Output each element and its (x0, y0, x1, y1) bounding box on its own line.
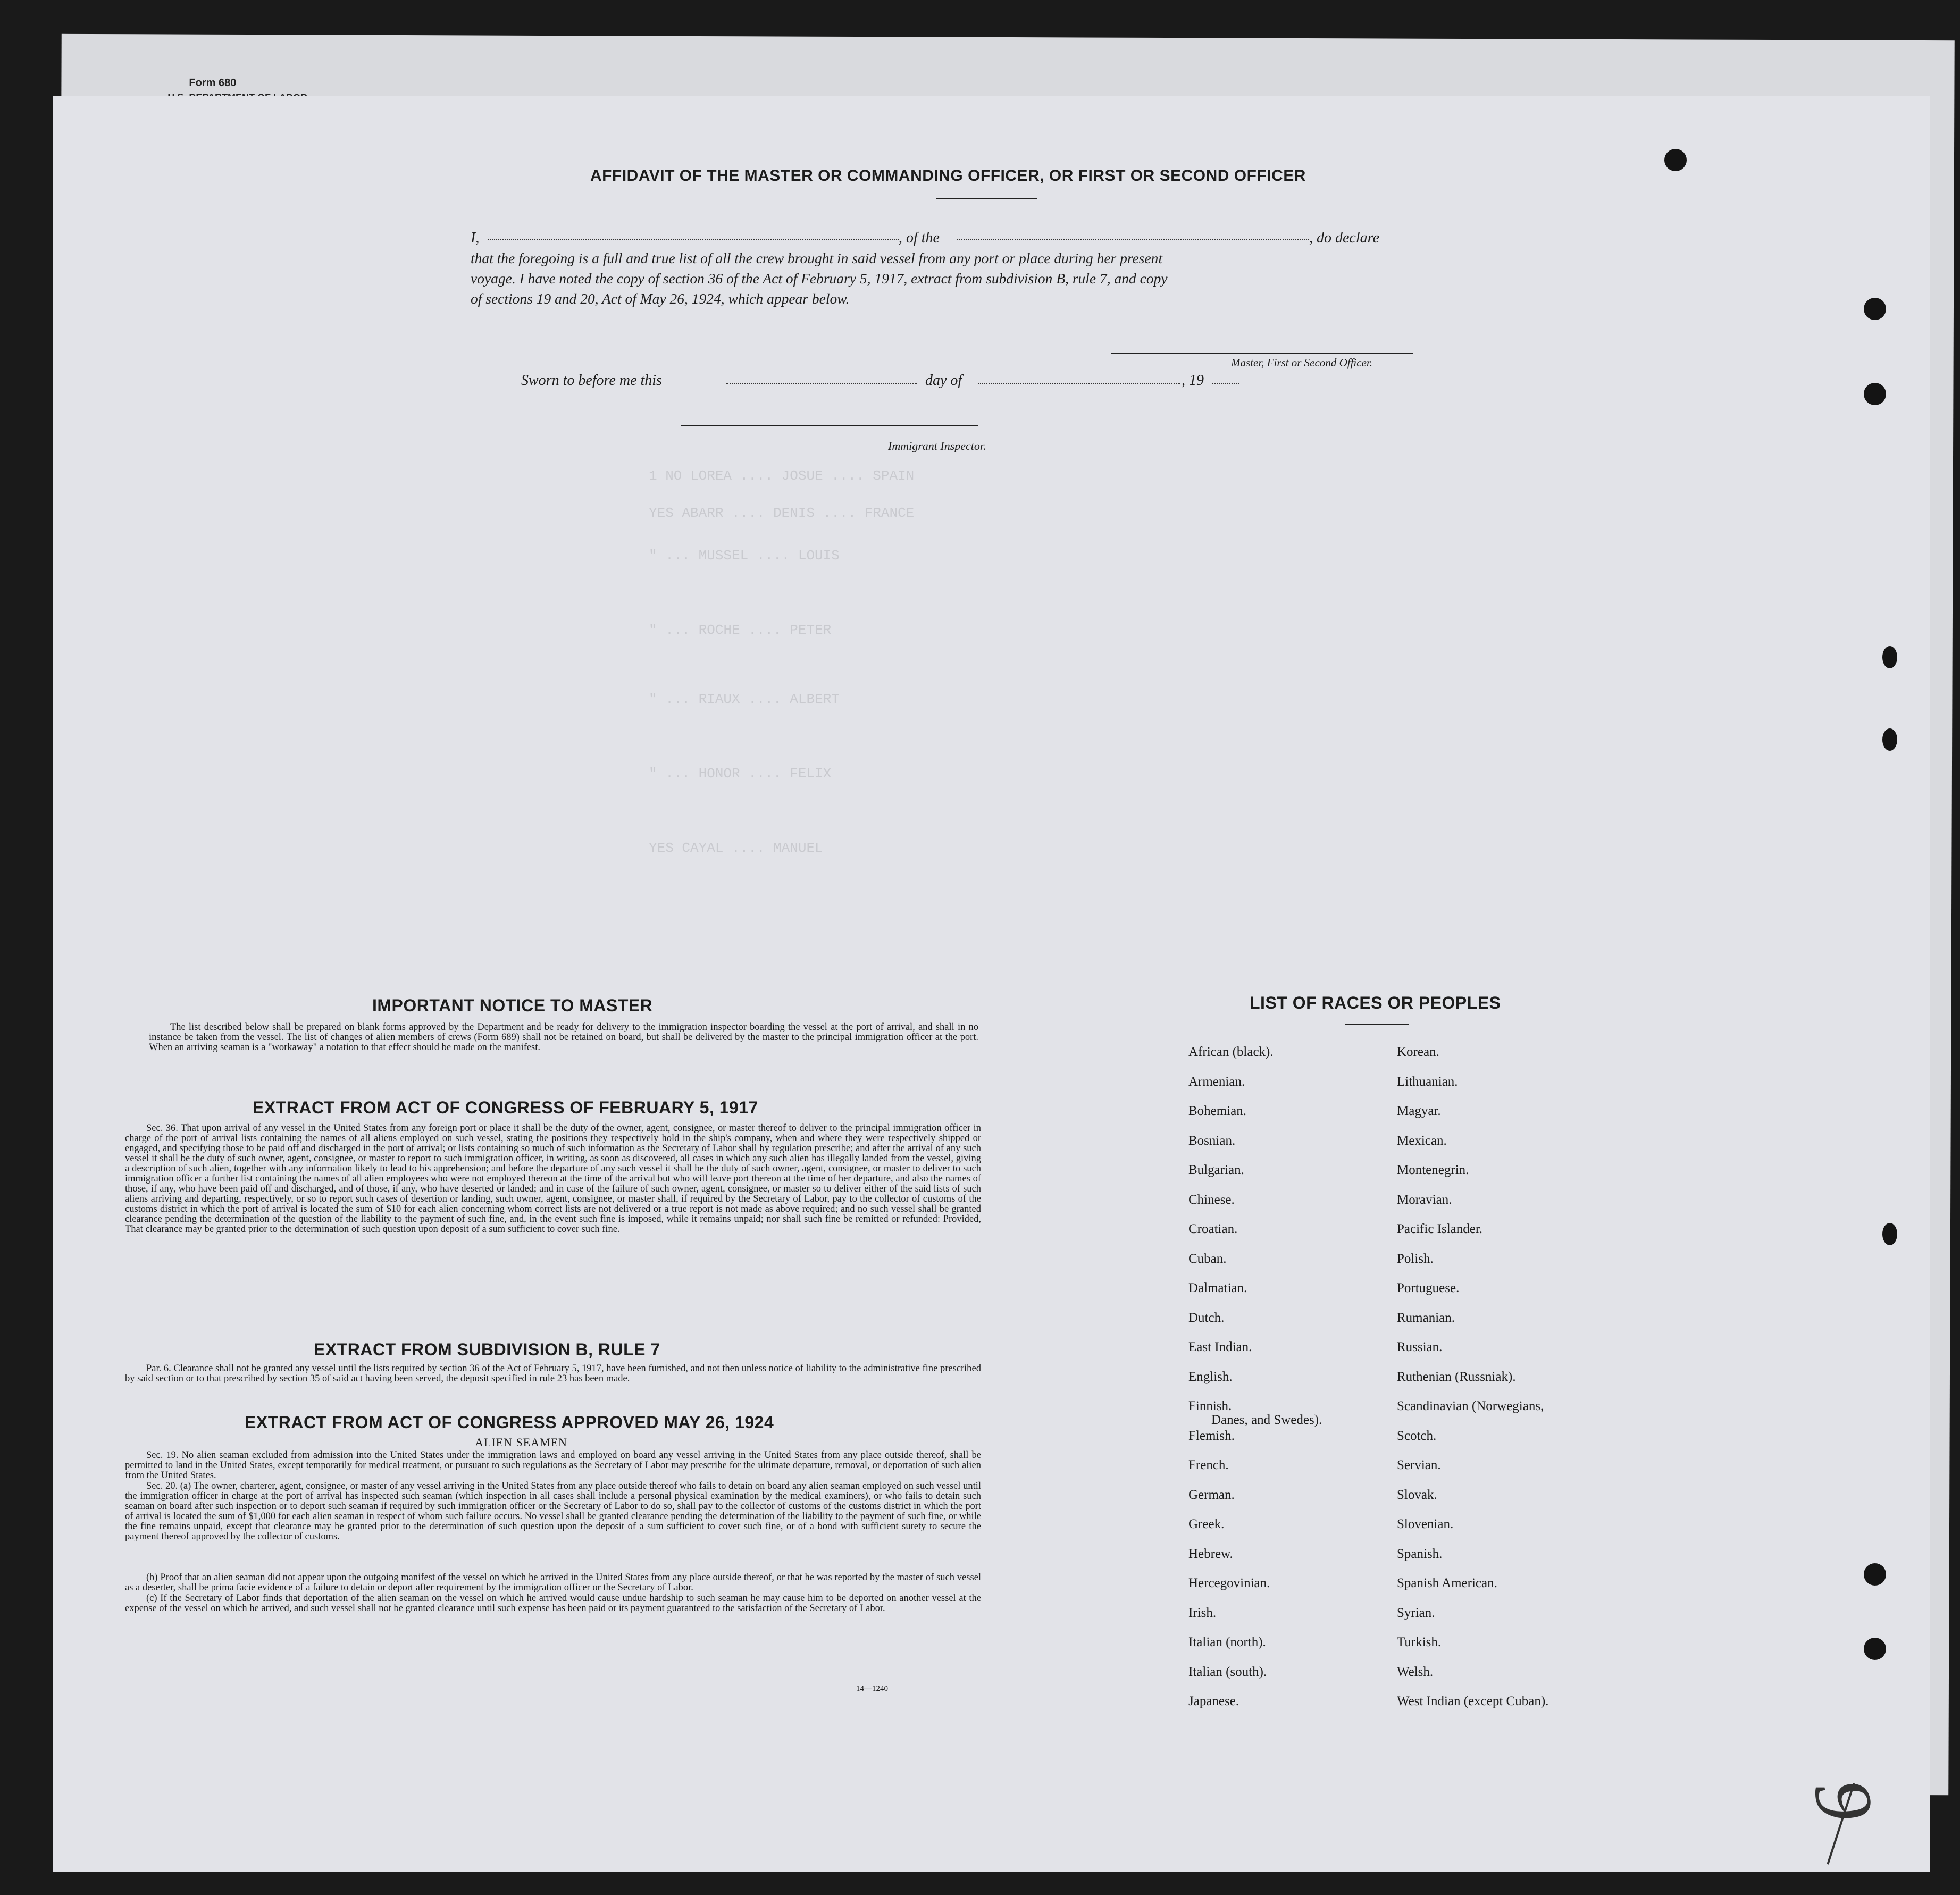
alien-seamen-subtitle: ALIEN SEAMEN (475, 1436, 567, 1449)
race-item: Bulgarian. (1188, 1163, 1244, 1177)
affidavit-line-4: of sections 19 and 20, Act of May 26, 1924, which appear below. (471, 290, 850, 307)
race-item: Japanese. (1188, 1694, 1239, 1708)
form-number: Form 680 (189, 77, 237, 89)
vessel-name-field[interactable] (957, 239, 1309, 240)
race-item: Chinese. (1188, 1192, 1235, 1207)
sworn-label: Sworn to before me this (521, 372, 662, 389)
race-item: Dutch. (1188, 1310, 1225, 1325)
race-item: East Indian. (1188, 1340, 1252, 1354)
race-item: Hercegovinian. (1188, 1576, 1270, 1590)
punch-hole-5 (1882, 728, 1897, 751)
race-item: Italian (south). (1188, 1664, 1267, 1679)
declarant-prefix: I, (471, 230, 480, 246)
race-item: Flemish. (1188, 1428, 1235, 1443)
sworn-day-field[interactable] (726, 383, 917, 384)
form-code: 14—1240 (856, 1684, 888, 1693)
punch-hole-6 (1882, 1223, 1897, 1245)
race-item: Portuguese. (1397, 1281, 1460, 1295)
extract-rule7-title: EXTRACT FROM SUBDIVISION B, RULE 7 (314, 1340, 660, 1359)
race-item: Bohemian. (1188, 1104, 1247, 1118)
race-item: Slovak. (1397, 1487, 1437, 1502)
handwritten-corner-mark: 9 (1797, 1773, 1891, 1828)
race-item: Bosnian. (1188, 1133, 1236, 1148)
race-item: Montenegrin. (1397, 1163, 1469, 1177)
race-item: Ruthenian (Russniak). (1397, 1369, 1516, 1384)
race-item: Korean. (1397, 1045, 1439, 1059)
declarant-name-field[interactable] (488, 239, 899, 240)
punch-hole-2 (1864, 298, 1886, 320)
inspector-signature-line[interactable] (681, 425, 978, 426)
races-title-rule (1345, 1024, 1409, 1025)
race-item: Spanish. (1397, 1546, 1443, 1561)
race-item: Croatian. (1188, 1222, 1238, 1236)
race-item: Turkish. (1397, 1635, 1442, 1649)
race-item: Lithuanian. (1397, 1074, 1458, 1089)
section-20b-text: (b) Proof that an alien seaman did not appear upon the outgoing manifest of the vessel on which he arrived in the United States from any place outside thereof, or that he was reported by the master of such vessel as a deserter, shall be prima facie evidence of a failure to detain or deport after requirement by the immigration officer or the Secretary of Labor. (125, 1572, 981, 1593)
race-item: Syrian. (1397, 1605, 1435, 1620)
race-item: Danes, and Swedes). (1211, 1413, 1322, 1427)
races-title: LIST OF RACES OR PEOPLES (1250, 993, 1501, 1012)
master-signature-line[interactable] (1111, 353, 1413, 354)
race-item: Hebrew. (1188, 1546, 1233, 1561)
notice-body: The list described below shall be prepared on blank forms approved by the Department and be ready for delivery to the immigration inspector boarding the vessel at the port of arrival, and shall in no instance be taken from the vessel. The list of changes of alien members of crews (Form 689) shall not be retained on board, but shall be delivered by the master to the principal immigration officer at the port. When an arriving seaman is a "workaway" a notation to that effect should be made on the manifest. (149, 1022, 978, 1053)
extract-1924-title: EXTRACT FROM ACT OF CONGRESS APPROVED MAY 26, 1924 (245, 1413, 774, 1432)
punch-hole-3 (1864, 383, 1886, 405)
race-item: Welsh. (1397, 1664, 1434, 1679)
race-item: English. (1188, 1369, 1233, 1384)
affidavit-line-2: that the foregoing is a full and true list of all the crew brought in said vessel from any port or place during her present (471, 250, 1163, 266)
sworn-year-field[interactable] (1212, 383, 1239, 384)
race-item: Scotch. (1397, 1428, 1437, 1443)
race-item: Dalmatian. (1188, 1281, 1247, 1295)
master-signature-label: Master, First or Second Officer. (1231, 356, 1372, 369)
race-item: Magyar. (1397, 1104, 1441, 1118)
section-20a-text: Sec. 20. (a) The owner, charterer, agent, consignee, or master of any vessel arriving in the United States from any place outside thereof who fails to detain on board any alien seaman employed on such vessel until the immigration officer in charge at the port of arrival has inspected such seaman (which inspection in all cases shall include a personal physical examination by the medical examiners), or who fails to detain such seaman on board after such inspection or to deport such seaman if required by such immigration officer or the Secretary of Labor to do so, shall pay to the collector of customs of the customs district in which the port of arrival is located the sum of $1,000 for each alien seaman in respect of whom such failure occurs. No vessel shall be granted clearance pending the determination of the liability to the payment of such fine, or while the fine remains unpaid, except that clearance may be granted prior to the determination of such question upon the deposit of a sum sufficient to cover such fine, or of a bond with sufficient surety to secure the payment thereof approved by the collector of customs. (125, 1481, 981, 1542)
do-declare-label: , do declare (1309, 230, 1379, 246)
extract-1917-body: Sec. 36. That upon arrival of any vessel in the United States from any foreign port or place it shall be the duty of the owner, agent, consignee, or master thereof to deliver to the principal immigration officer in charge of the port of arrival lists containing the names of all aliens employed on such vessel, stating the positions they respectively hold in the ship's company, when and where they were respectively shipped or engaged, and specifying those to be paid off and discharged in the port of arrival; or lists containing so much of such information as the Secretary of Labor shall by regulation prescribe; and after the arrival of any such vessel it shall be the duty of such owner, agent, consignee, or master to report to such immigration officer, in writing, as soon as discovered, all cases in which any such alien has illegally landed from the vessel, giving a description of such alien, together with any information likely to lead to his apprehension; and before the departure of any such vessel it shall be the duty of such owner, agent, consignee, or master to deliver to such immigration officer a further list containing the names of all alien employees who were not employed thereon at the time of the arrival but who will leave port thereon at the time of her departure, and also the names of those, if any, who have been paid off and discharged, and of those, if any, who have deserted or landed; and in case of the failure of such owner, agent, consignee, or master so to deliver either of the said lists of such aliens arriving and departing, respectively, or so to report such cases of desertion or landing, such owner, agent, consignee, or master shall, if required by the Secretary of Labor, pay to the collector of customs of the customs district in which the port of arrival is located the sum of $10 for each alien concerning whom correct lists are not delivered or a true report is not made as above required; and no such vessel shall be granted clearance pending the determination of the question of the liability to the payment of such fine, and, in the event such fine is imposed, while it remains unpaid; nor shall such fine be remitted or refunded: Provided, That clearance may be granted prior to the determination of such question upon deposit of a sum sufficient to cover such fine. (125, 1123, 981, 1235)
race-item: African (black). (1188, 1045, 1274, 1059)
affidavit-line-3: voyage. I have noted the copy of section 36 of the Act of February 5, 1917, extract from subdivision B, rule 7, and copy (471, 270, 1168, 287)
punch-hole-4 (1882, 646, 1897, 668)
extract-1917-title: EXTRACT FROM ACT OF CONGRESS OF FEBRUARY 5, 1917 (253, 1098, 758, 1117)
race-item: Cuban. (1188, 1251, 1227, 1266)
punch-hole-1 (1664, 149, 1687, 171)
race-item: Moravian. (1397, 1192, 1452, 1207)
race-item: Polish. (1397, 1251, 1434, 1266)
race-item: Finnish. (1188, 1399, 1232, 1413)
race-item: Rumanian. (1397, 1310, 1455, 1325)
race-item: Mexican. (1397, 1133, 1447, 1148)
affidavit-title-rule (936, 198, 1037, 199)
race-item: West Indian (except Cuban). (1397, 1694, 1549, 1708)
race-item: French. (1188, 1458, 1229, 1472)
race-item: German. (1188, 1487, 1235, 1502)
race-item: Irish. (1188, 1605, 1217, 1620)
race-item: Spanish American. (1397, 1576, 1497, 1590)
day-of-label: day of (925, 372, 962, 389)
extract-rule7-body: Par. 6. Clearance shall not be granted any vessel until the lists required by section 36 of the Act of February 5, 1917, have been furnished, and not then unless notice of liability to the administrative fine prescribed by said section or to that prescribed by section 35 of said act having been served, the deposit specified in rule 23 has been made. (125, 1363, 981, 1384)
section-20c-text: (c) If the Secretary of Labor finds that deportation of the alien seaman on the vessel on which he arrived would cause undue hardship to such seaman he may cause him to be deported on another vessel at the expense of the vessel on which he arrived, and such vessel shall not be granted clearance until such expense has been paid or its payment guaranteed to the satisfaction of the Secretary of Labor. (125, 1593, 981, 1614)
race-item: Servian. (1397, 1458, 1441, 1472)
notice-title: IMPORTANT NOTICE TO MASTER (372, 996, 653, 1015)
document-page: 1 NO LOREA .... JOSUE .... SPAIN YES ABARR .... DENIS .... FRANCE " ... MUSSEL .... LOUIS " ... ROCHE .... PETER " ... RIAUX .... ALBERT " ... HONOR .... FELIX YES CAYAL .... MANUEL AFFIDAVIT OF THE MASTER OR COMMANDING OFFICER, OR FIRST OR SECOND OFFICER I, , of the , do declare that the foregoing is a full and true list of all the crew brought in said vessel from any port or place during her present voyage. I have noted the copy of section 36 of the Act of February 5, 1917, extract from subdivision B, rule 7, and copy of sections 19 and 20, Act of May 26, 1924, which appear below. Master, First or Second Officer. Sworn to before me this day of , 19 Immigrant Inspector. IMPORTANT NOTICE TO MASTER The list described below shall be prepared on blank forms approved by the Department and be ready for delivery to the immigration inspector boarding the vessel at the port of arrival, and shall in no instance be taken from the vessel. The list of changes of alien members of crews (Form 689) shall not be retained on board, but shall be delivered by the master to the principal immigration officer at the port. When an arriving seaman is a "workaway" a notation to that effect should be made on the manifest. EXTRACT FROM ACT OF CONGRESS OF FEBRUARY 5, 1917 Sec. 36. That upon arrival of any vessel in the United States from any foreign port or place it shall be the duty of the owner, agent, consignee, or master thereof to deliver to the principal immigration officer in charge of the port of arrival lists containing the names of all aliens employed on such vessel, stating the positions they respectively hold in the ship's company, when and where they were respectively shipped or engaged, and specifying those to be paid off and discharged in the port of arrival; or lists containing so much of such information as the Secretary of Labor shall by regulation prescribe; and after the arrival of any such vessel it shall be the duty of such owner, agent, consignee, or master to report to such immigration officer, in writing, as soon as discovered, all cases in which any such alien has illegally landed from the vessel, giving a description of such alien, together with any information likely to lead to his apprehension; and before the departure of any such vessel it shall be the duty of such owner, agent, consignee, or master to deliver to such immigration officer a further list containing the names of all alien employees who were not employed thereon at the time of the arrival but who will leave port thereon at the time of her departure, and also the names of those, if any, who have been paid off and discharged, and of those, if any, who have deserted or landed; and in case of the failure of such owner, agent, consignee, or master so to deliver either of the said lists of such aliens arriving and departing, respectively, or so to report such cases of desertion or landing, such owner, agent, consignee, or master shall, if required by the Secretary of Labor, pay to the collector of customs of the customs district in which the port of arrival is located the sum of $10 for each alien concerning whom correct lists are not delivered or a true report is not made as above required; and no such vessel shall be granted clearance pending the determination of the question of the liability to the payment of such fine, and, in the event such fine is imposed, while it remains unpaid; nor shall such fine be remitted or refunded: Provided, That clearance may be granted prior to the determination of such question upon deposit of a sum sufficient to cover such fine. EXTRACT FROM SUBDIVISION B, RULE 7 Par. 6. Clearance shall not be granted any vessel until the lists required by section 36 of the Act of February 5, 1917, have been furnished, and not then unless notice of liability to the administrative fine prescribed by said section or to that prescribed by section 35 of said act having been served, the deposit specified in rule 23 has been made. EXTRACT FROM ACT OF CONGRESS APPROVED MAY 26, 1924 ALIEN SEAMEN Sec. 19. No alien seaman excluded from admission into the United States under the immigration laws and employed on board any vessel arriving in the United States from any place outside thereof, shall be permitted to land in the United States, except temporarily for medical treatment, or pursuant to such regulations as the Secretary of Labor may prescribe for the ultimate departure, removal, or deportation of such alien from the United States. Sec. 20. (a) The owner, charterer, agent, consignee, or master of any vessel arriving in the United States from any place outside thereof who fails to detain on board any alien seaman employed on such vessel until the immigration officer in charge at the port of arrival has inspected such seaman (which inspection in all cases shall include a personal physical examination by the medical examiners), or who fails to detain such seaman on board after such inspection or to deport such seaman if required by such immigration officer or the Secretary of Labor to do so, shall pay to the collector of customs of the customs district in which the port of arrival is located the sum of $1,000 for each alien seaman in respect of whom such failure occurs. No vessel shall be granted clearance pending the determination of the liability to the payment of such fine, or while the fine remains unpaid, except that clearance may be granted prior to the determination of such question upon the deposit of a sum sufficient to cover such fine, or of a bond with sufficient surety to secure the payment thereof approved by the collector of customs. (b) Proof that an alien seaman did not appear upon the outgoing manifest of the vessel on which he arrived in the United States from any place outside thereof, or that he was reported by the master of such vessel as a deserter, shall be prima facie evidence of a failure to detain or deport after requirement by the immigration officer or the Secretary of Labor. (c) If the Secretary of Labor finds that deportation of the alien seaman on the vessel on which he arrived would cause undue hardship to such seaman he may cause him to be deported on another vessel at the expense of the vessel on which he arrived, and such vessel shall not be granted clearance until such expense has been paid or its payment guaranteed to the satisfaction of the Secretary of Labor. 14—1240 LIST OF RACES OR PEOPLES African (black). Armenian. Bohemian. Bosnian. Bulgarian. Chinese. Croatian. Cuban. Dalmatian. Dutch. East Indian. English. Finnish. Flemish. French. German. Greek. Hebrew. Hercegovinian. Irish. Italian (north). Italian (south). Japanese. Korean. Lithuanian. Magyar. Mexican. Montenegrin. Moravian. Pacific Islander. Polish. Portuguese. Rumanian. Russian. Ruthenian (Russniak). Scandinavian (Norwegians, Danes, and Swedes). Scotch. Servian. Slovak. Slovenian. Spanish. Spanish American. Syrian. Turkish. Welsh. West Indian (except Cuban). 9 (53, 96, 1930, 1872)
affidavit-title: AFFIDAVIT OF THE MASTER OR COMMANDING OFFICER, OR FIRST OR SECOND OFFICER (590, 167, 1306, 185)
punch-hole-8 (1864, 1638, 1886, 1660)
inspector-label: Immigrant Inspector. (888, 439, 986, 452)
race-item: Armenian. (1188, 1074, 1245, 1089)
sworn-month-field[interactable] (978, 383, 1180, 384)
section-19-text: Sec. 19. No alien seaman excluded from admission into the United States under the immigration laws and employed on board any vessel arriving in the United States from any place outside thereof, shall be permitted to land in the United States, except temporarily for medical treatment, or pursuant to such regulations as the Secretary of Labor may prescribe for the ultimate departure, removal, or deportation of such alien from the United States. (125, 1450, 981, 1481)
punch-hole-7 (1864, 1563, 1886, 1586)
race-item: Scandinavian (Norwegians, (1397, 1399, 1544, 1413)
race-item: Italian (north). (1188, 1635, 1266, 1649)
race-item: Russian. (1397, 1340, 1443, 1354)
of-the-label: , of the (899, 230, 940, 246)
race-item: Slovenian. (1397, 1517, 1454, 1531)
race-item: Greek. (1188, 1517, 1225, 1531)
year-label: , 19 (1182, 372, 1204, 389)
race-item: Pacific Islander. (1397, 1222, 1483, 1236)
